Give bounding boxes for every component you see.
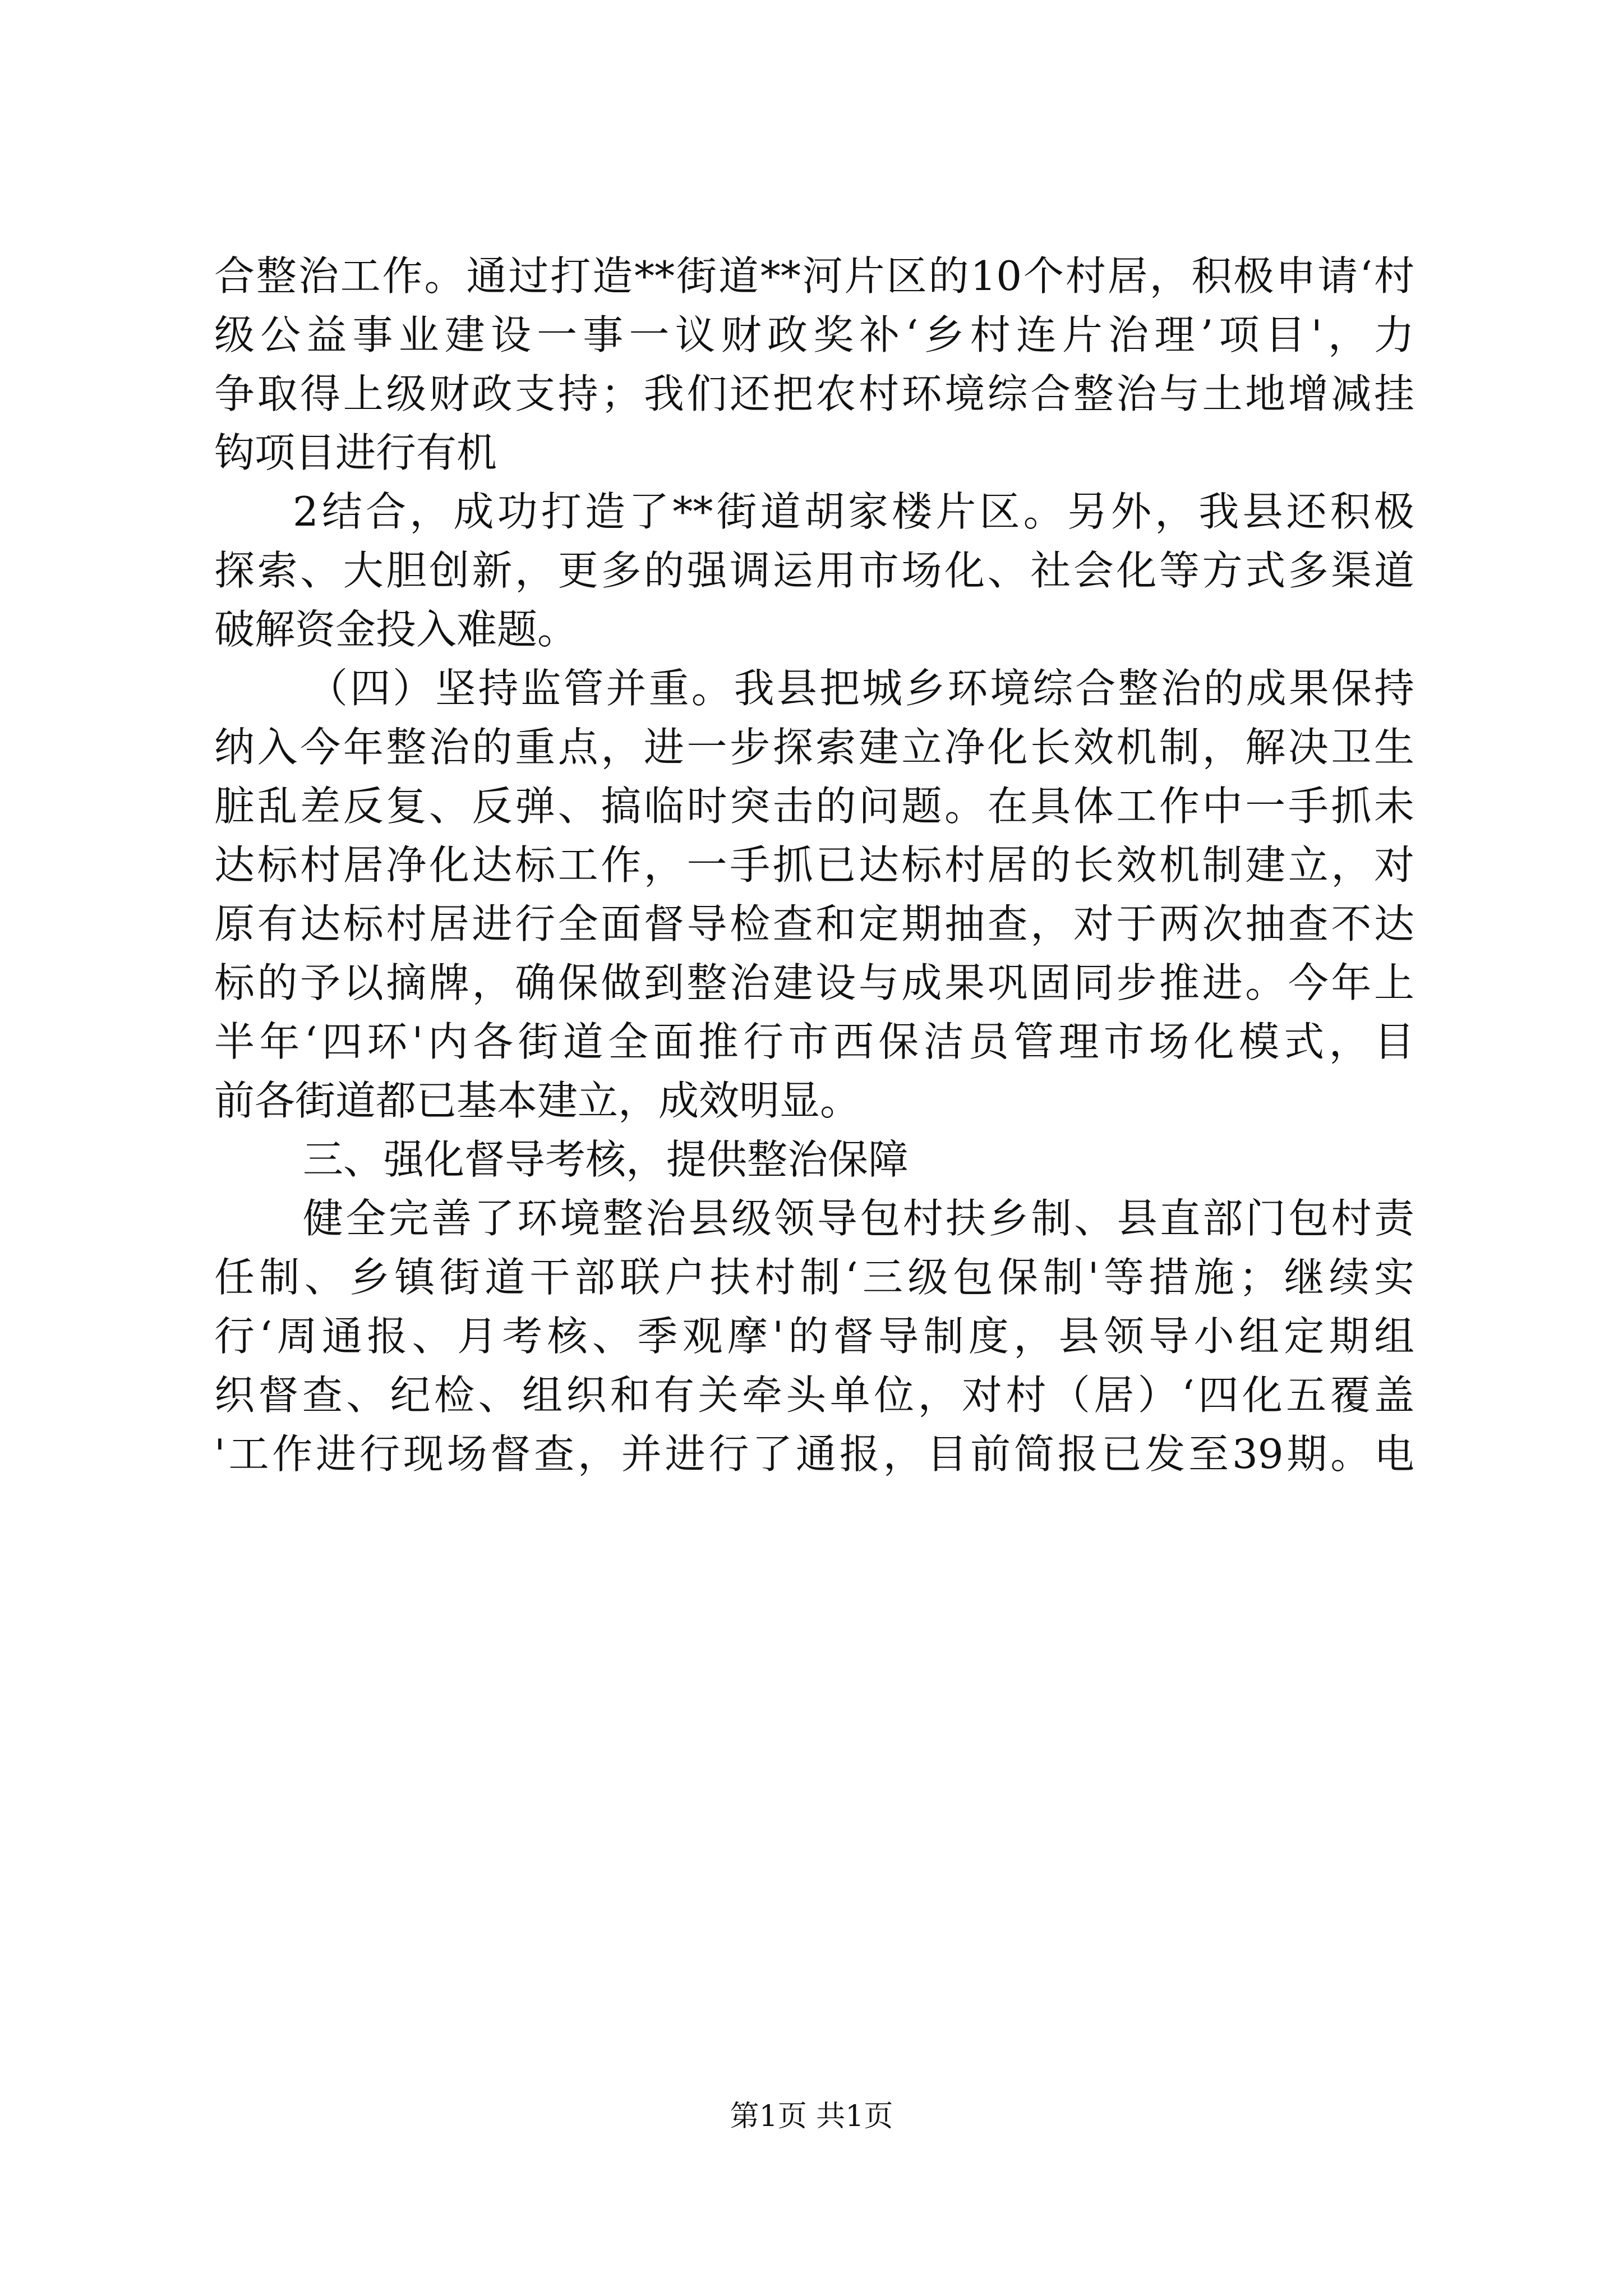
body-line-1: 合整治工作。通过打造**街道**河片区的10个村居，积极申请‘村 <box>214 252 1414 300</box>
body-line-6: 探索、大胆创新，更多的强调运用市场化、社会化等方式多渠道 <box>214 547 1414 594</box>
body-line-12: 原有达标村居进行全面督导检查和定期抽查，对于两次抽查不达 <box>214 900 1414 947</box>
page-footer: 第1页 共1页 <box>730 2100 893 2133</box>
body-line-10: 脏乱差反复、反弹、搞临时突击的问题。在具体工作中一手抓未 <box>214 783 1414 830</box>
body-line-13: 标的予以摘牌，确保做到整治建设与成果巩固同步推进。今年上 <box>214 959 1414 1006</box>
body-line-17: 健全完善了环境整治县级领导包村扶乡制、县直部门包村责 <box>303 1195 1414 1242</box>
body-line-4: 钩项目进行有机 <box>214 429 497 476</box>
body-line-20: 织督查、纪检、组织和有关牵头单位，对村（居）‘四化五覆盖 <box>214 1372 1414 1419</box>
body-line-8: （四）坚持监管并重。我县把城乡环境综合整治的成果保持 <box>307 665 1414 712</box>
body-line-9: 纳入今年整治的重点，进一步探索建立净化长效机制，解决卫生 <box>214 724 1414 771</box>
body-line-19: 行‘周通报、月考核、季观摩'的督导制度，县领导小组定期组 <box>214 1313 1414 1360</box>
body-line-5: 2结合，成功打造了**街道胡家楼片区。另外，我县还积极 <box>293 488 1414 535</box>
body-line-18: 任制、乡镇街道干部联户扶村制‘三级包保制'等措施；继续实 <box>214 1254 1414 1301</box>
body-line-3: 争取得上级财政支持；我们还把农村环境综合整治与土地增减挂 <box>214 370 1414 417</box>
body-line-15: 前各街道都已基本建立，成效明显。 <box>214 1077 861 1124</box>
body-line-11: 达标村居净化达标工作，一手抓已达标村居的长效机制建立，对 <box>214 841 1414 889</box>
body-line-2: 级公益事业建设一事一议财政奖补‘乡村连片治理’项目'，力 <box>214 311 1414 358</box>
body-line-7: 破解资金投入难题。 <box>214 606 578 653</box>
body-line-21: '工作进行现场督查，并进行了通报，目前简报已发至39期。电 <box>214 1430 1414 1478</box>
section-heading: 三、强化督导考核，提供整治保障 <box>303 1136 909 1183</box>
body-line-14: 半年‘四环'内各街道全面推行市西保洁员管理市场化模式，目 <box>214 1018 1414 1065</box>
